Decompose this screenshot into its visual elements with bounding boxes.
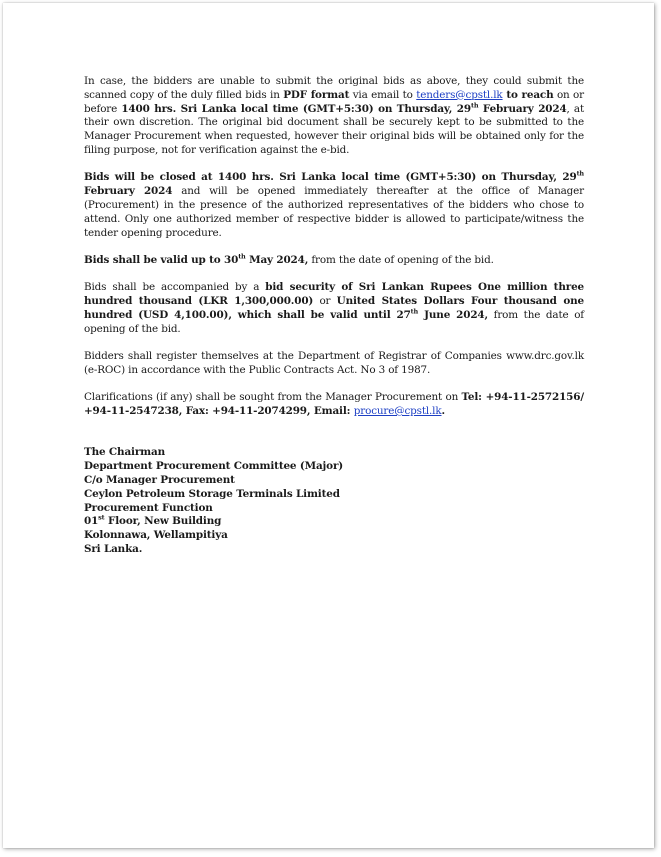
document-page xyxy=(3,3,654,848)
document-body xyxy=(84,75,584,557)
tenders-email-link[interactable]: tenders@cpstl.lk xyxy=(416,88,503,101)
paragraph-registration: Bidders shall register themselves at the Department of Registrar of Companies www.drc.gov.lk (e-ROC) in accordance with the Public Contracts Act. No 3 of 1987. xyxy=(84,350,584,376)
address-line-chairman: The Chairman xyxy=(84,445,165,458)
address-line-manager: C/o Manager Procurement xyxy=(84,473,235,486)
address-line-committee: Department Procurement Committee (Major) xyxy=(84,459,344,472)
paragraph-bid-validity: Bids shall be valid up to 30th May 2024, from the date of opening of the bid. xyxy=(84,252,494,266)
paragraph-bid-closing: Bids will be closed at 1400 hrs. Sri Lanka local time (GMT+5:30) on Thursday, 29th February 2024 and will be opened immediately thereafter at the office of Manager (Procurement) in the presence of the authorized representatives of the bidders who chose to attend. Only one authorized member of respective bidder is allowed to participate/witness the tender opening procedure. xyxy=(84,169,584,239)
address-line-floor: 01st Floor, New Building xyxy=(84,513,222,528)
paragraph-clarifications: Clarifications (if any) shall be sought from the Manager Procurement on Tel: +94-11-2572156/ +94-11-2547238, Fax: +94-11-2074299, Email: procure@cpstl.lk. xyxy=(84,391,584,418)
address-line-city: Kolonnawa, Wellampitiya xyxy=(84,529,228,542)
procure-email-link[interactable]: procure@cpstl.lk xyxy=(353,405,442,418)
address-block xyxy=(84,446,584,557)
address-line-country: Sri Lanka. xyxy=(84,543,143,556)
paragraph-email-submission: In case, the bidders are unable to submit the original bids as above, they could submit the scanned copy of the duly filled bids in PDF format via email to tenders@cpstl.lk to reach on or before 1400 hrs. Sri Lanka local time (GMT+5:30) on Thursday, 29th February 2024, at their own discretion. The original bid document shall be securely kept to be submitted to the Manager Procurement when requested, however their original bids will be obtained only for the filing purpose, not for verification against the e-bid. xyxy=(84,75,584,156)
address-line-function: Procurement Function xyxy=(84,501,213,514)
address-line-company: Ceylon Petroleum Storage Terminals Limited xyxy=(84,487,340,500)
paragraph-bid-security: Bids shall be accompanied by a bid security of Sri Lankan Rupees One million three hundred thousand (LKR 1,300,000.00) or United States Dollars Four thousand one hundred (USD 4,100.00), which shall be valid until 27th June 2024, from the date of opening of the bid. xyxy=(84,281,584,335)
